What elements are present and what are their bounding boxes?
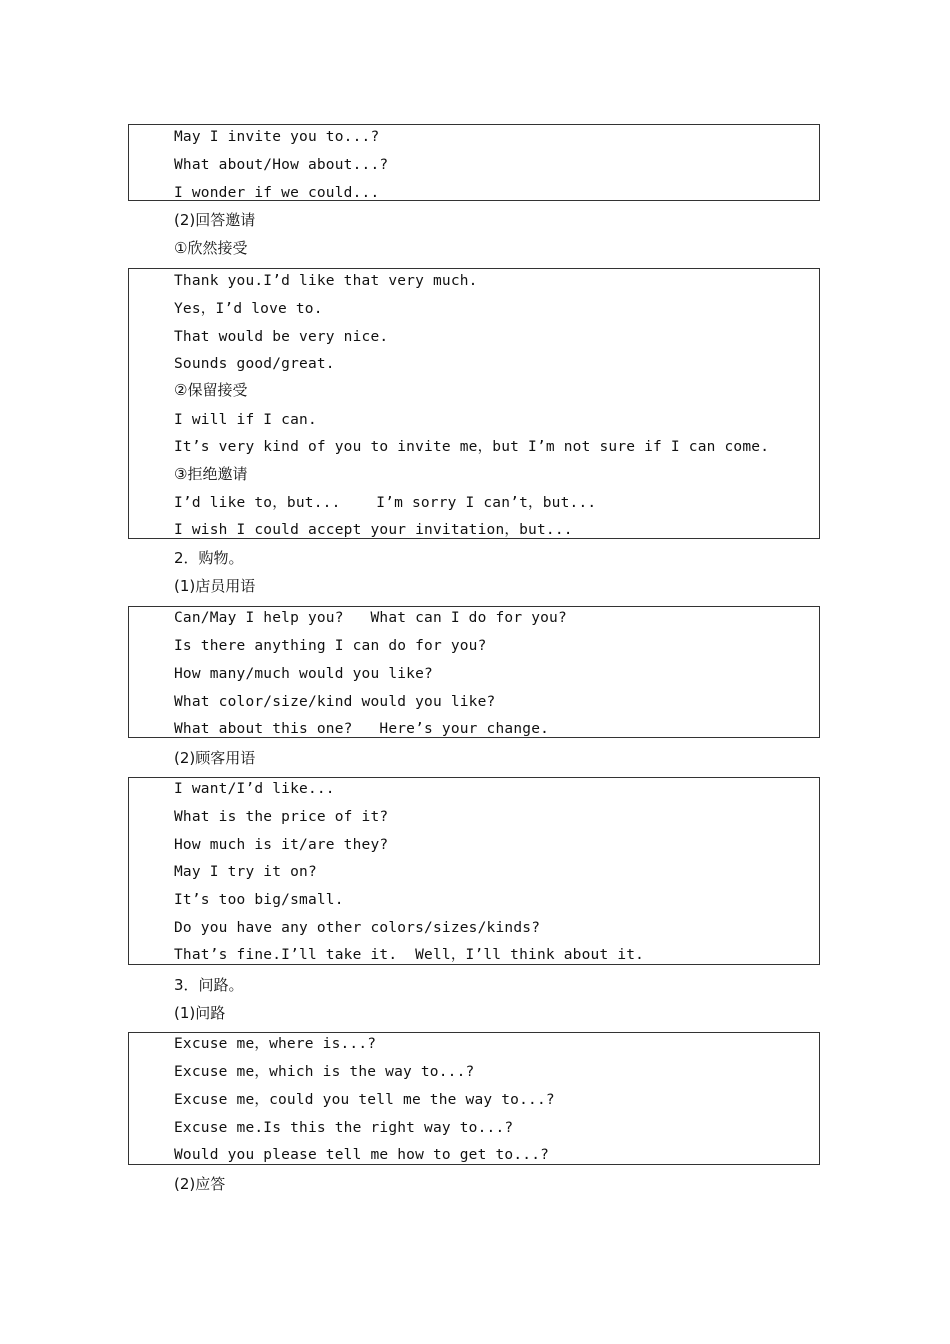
customer-line: I want/I’d like... [174,781,335,797]
accept-line: That would be very nice. [174,329,389,345]
refuse-line: I’d like to，but... I’m sorry I can’t，but... [174,495,597,511]
refuse-line: I wish I could accept your invitation，but... [174,522,573,538]
directions-heading: 3．问路。 [174,976,244,994]
clerk-phrases-box [128,606,820,738]
accept-heading: ①欣然接受 [174,239,248,257]
customer-line: What is the price of it? [174,809,389,825]
clerk-line: What about this one? Here’s your change. [174,721,550,737]
accept-line: Thank you.I’d like that very much. [174,273,478,289]
reserve-line: It’s very kind of you to invite me，but I’m not sure if I can come. [174,439,770,455]
ask-way-line: Excuse me，which is the way to...? [174,1064,475,1080]
ask-way-heading: (1)问路 [174,1004,226,1022]
customer-line: It’s too big/small. [174,892,344,908]
refuse-heading: ③拒绝邀请 [174,465,248,483]
ask-way-line: Excuse me.Is this the right way to...? [174,1120,514,1136]
reply-phrases-box [128,268,820,539]
customer-line: May I try it on? [174,864,317,880]
invite-line: What about/How about...? [174,157,389,173]
accept-line: Yes，I’d love to. [174,301,323,317]
clerk-line: Is there anything I can do for you? [174,638,487,654]
invite-line: I wonder if we could... [174,185,380,201]
accept-line: Sounds good/great. [174,356,335,372]
shopping-heading: 2．购物。 [174,549,244,567]
reserve-line: I will if I can. [174,412,317,428]
clerk-line: Can/May I help you? What can I do for you? [174,610,567,626]
customer-line: Do you have any other colors/sizes/kinds? [174,920,541,936]
ask-way-line: Excuse me，could you tell me the way to...? [174,1092,555,1108]
customer-phrases-box [128,777,820,965]
response-heading: (2)应答 [174,1175,226,1193]
invite-line: May I invite you to...? [174,129,380,145]
clerk-heading: (1)店员用语 [174,577,256,595]
reserve-heading: ②保留接受 [174,381,248,399]
ask-way-phrases-box [128,1032,820,1165]
customer-heading: (2)顾客用语 [174,749,256,767]
ask-way-line: Excuse me，where is...? [174,1036,377,1052]
answer-invitation-heading: (2)回答邀请 [174,211,256,229]
invite-phrases-box [128,124,820,201]
clerk-line: How many/much would you like? [174,666,433,682]
customer-line: That’s fine.I’ll take it. Well，I’ll think about it. [174,947,645,963]
customer-line: How much is it/are they? [174,837,389,853]
clerk-line: What color/size/kind would you like? [174,694,496,710]
ask-way-line: Would you please tell me how to get to...? [174,1147,550,1163]
